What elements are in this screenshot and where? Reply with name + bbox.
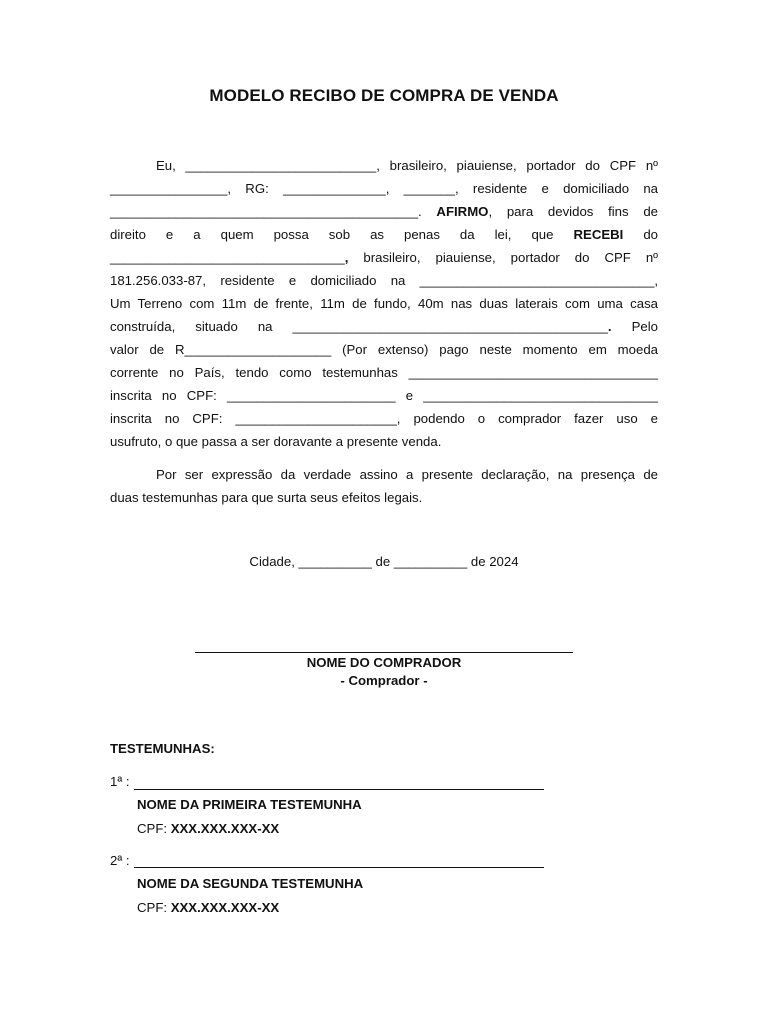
witness-2-label: 2ª : [110,853,130,868]
paragraph-line [110,177,658,200]
line-text: Eu, __________________________, brasileiro, piauiense, portador do CPF nº [156,158,658,173]
afirmo-keyword: AFIRMO [436,204,489,219]
line-text: brasileiro, piauiense, portador do CPF nº [348,250,658,265]
line-text: valor de R____________________ (Por extenso) pago neste momento em moeda [110,342,658,357]
paragraph-line [110,361,658,384]
line-text: __________________________________________. [110,204,437,219]
line-text: Um Terreno com 11m de frente, 11m de fundo, 40m nas duas laterais com uma casa [110,296,658,311]
bold-comma: , [344,250,349,265]
buyer-signature-line [195,652,573,653]
cpf-label: CPF: [137,821,171,836]
paragraph-line [110,154,658,177]
line-text: ________________, RG: ______________, _______, residente e domiciliado na [110,181,658,196]
declaration-paragraph [110,463,658,509]
paragraph-line [110,269,658,292]
buyer-name: NOME DO COMPRADOR [306,655,462,670]
witness-1-name: NOME DA PRIMEIRA TESTEMUNHA [137,797,362,812]
line-text: corrente no País, tendo como testemunhas __________________________________ [110,365,658,380]
line-text: inscrita no CPF: _______________________ e ________________________________ [110,388,658,403]
paragraph-line [110,246,658,269]
paragraph-line [110,223,658,246]
cpf-value: XXX.XXX.XXX-XX [170,821,280,836]
witness-2-signature-line [134,867,544,868]
paragraph-line [110,384,658,407]
line-text: usufruto, o que passa a ser doravante a presente venda. [110,434,442,449]
witness-2-name: NOME DA SEGUNDA TESTEMUNHA [137,876,364,891]
witness-1-cpf [137,821,279,836]
line-text: do [623,227,659,242]
paragraph-line [110,315,658,338]
paragraph-line [110,430,658,453]
witness-2-cpf [137,900,279,915]
receipt-paragraph [110,154,658,453]
line-text: construída, situado na ___________________________________________ [110,319,608,334]
line-text: duas testemunhas para que surta seus efeitos legais. [110,490,423,505]
recebi-keyword: RECEBI [573,227,624,242]
witness-1-signature-line [134,789,544,790]
line-text: Pelo [611,319,658,334]
bold-period: . [607,319,612,334]
buyer-role: - Comprador - [340,673,428,688]
paragraph-line [110,200,658,223]
cpf-value: XXX.XXX.XXX-XX [170,900,280,915]
line-text: direito e a quem possa sob as penas da lei, que [110,227,574,242]
cpf-label: CPF: [137,900,171,915]
city-date-line: Cidade, __________ de __________ de 2024 [249,554,519,569]
witness-1-label: 1ª : [110,774,130,789]
paragraph-line [110,292,658,315]
line-text: Por ser expressão da verdade assino a presente declaração, na presença de [156,467,658,482]
line-text: ________________________________ [110,250,345,265]
paragraph-line [110,486,658,509]
line-text: 181.256.033-87, residente e domiciliado na ________________________________, [110,273,658,288]
paragraph-line [110,338,658,361]
document-title: MODELO RECIBO DE COMPRA DE VENDA [209,86,559,105]
witnesses-heading: TESTEMUNHAS: [110,741,215,756]
line-text: , para devidos fins de [488,204,658,219]
paragraph-line [110,407,658,430]
line-text: inscrita no CPF: ______________________, podendo o comprador fazer uso e [110,411,658,426]
paragraph-line [110,463,658,486]
